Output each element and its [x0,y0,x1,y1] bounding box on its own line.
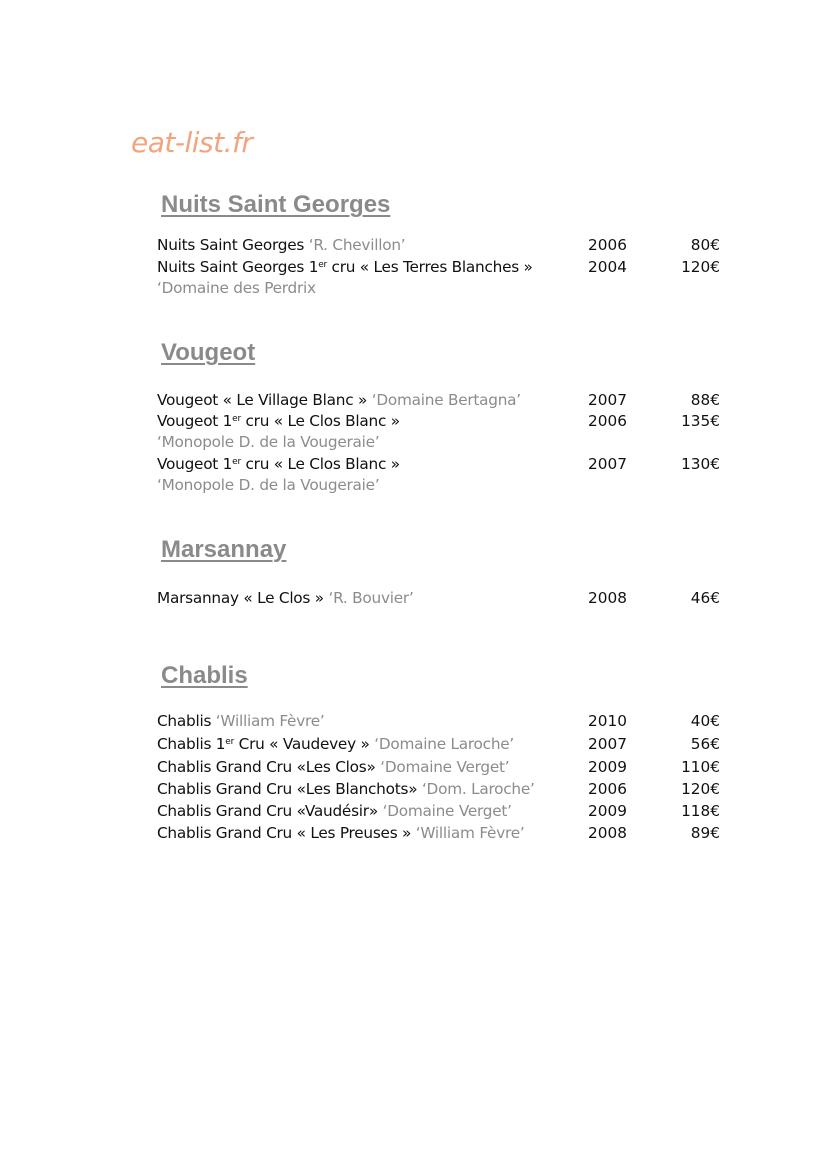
section-heading: Marsannay [161,536,287,563]
wine-entry-continuation [0,277,824,299]
wine-entry [0,389,824,411]
vintage-year: 2006 [588,412,627,430]
wine-name-text: Chablis Grand Cru «Les Blanchots» [157,780,422,798]
producer-name: ‘Domaine Bertagna’ [371,391,521,409]
vintage-year: 2009 [588,758,627,776]
section-heading: Vougeot [161,339,256,366]
wine-entry [0,800,824,822]
wine-name [157,587,414,609]
wine-name-text: Chablis Grand Cru « Les Preuses » [157,824,416,842]
producer-name: ‘Dom. Laroche’ [421,780,535,798]
producer-name: ‘Domaine Laroche’ [374,735,515,753]
wine-entry [0,822,824,844]
vintage-year: 2009 [588,802,627,820]
wine-name-text: Chablis [157,712,216,730]
producer-name: ‘Domaine Verget’ [380,758,510,776]
section-heading: Chablis [161,662,248,689]
price: 110€ [681,758,720,776]
wine-name [157,710,325,732]
producer-name: ‘Monopole D. de la Vougeraie’ [157,476,380,494]
wine-entry [0,587,824,609]
cru-superscript: er [318,260,327,270]
cru-superscript: er [232,457,241,467]
producer-name: ‘Domaine Verget’ [382,802,512,820]
price: 89€ [690,824,720,842]
wine-name [157,234,405,256]
wine-name-suffix: Cru « Vaudevey » [234,735,375,753]
wine-name [157,389,521,411]
wine-entry-continuation [0,431,824,453]
vintage-year: 2007 [588,735,627,753]
wine-name-text: Vougeot 1 [157,412,233,430]
wine-name [157,733,514,755]
wine-name-text: Nuits Saint Georges [157,236,309,254]
wine-name-suffix: cru « Le Clos Blanc » [240,412,400,430]
vintage-year: 2007 [588,391,627,409]
vintage-year: 2008 [588,824,627,842]
wine-name-text: Chablis Grand Cru «Les Clos» [157,758,381,776]
producer-name: ‘R. Chevillon’ [308,236,406,254]
wine-entry [0,256,824,278]
vintage-year: 2006 [588,236,627,254]
wine-name-text: Nuits Saint Georges 1 [157,258,319,276]
wine-name [157,822,524,844]
price: 56€ [690,735,720,753]
price: 118€ [681,802,720,820]
wine-name [157,800,512,822]
wine-entry [0,234,824,256]
wine-name [157,410,400,432]
price: 80€ [690,236,720,254]
vintage-year: 2004 [588,258,627,276]
wine-name-text: Marsannay « Le Clos » [157,589,329,607]
wine-name-text: Vougeot « Le Village Blanc » [157,391,372,409]
producer-name: ‘Domaine des Perdrix [157,279,316,297]
cru-superscript: er [232,414,241,424]
wine-name-suffix: cru « Les Terres Blanches » [326,258,533,276]
price: 120€ [681,258,720,276]
producer-name: ‘Monopole D. de la Vougeraie’ [157,433,380,451]
wine-name [157,453,400,475]
wine-name [157,756,509,778]
vintage-year: 2010 [588,712,627,730]
wine-name-suffix: cru « Le Clos Blanc » [240,455,400,473]
price: 120€ [681,780,720,798]
vintage-year: 2008 [588,589,627,607]
price: 130€ [681,455,720,473]
wine-name-text: Chablis Grand Cru «Vaudésir» [157,802,383,820]
wine-entry [0,756,824,778]
vintage-year: 2006 [588,780,627,798]
section-heading: Nuits Saint Georges [161,191,391,218]
producer-name: ‘R. Bouvier’ [328,589,414,607]
wine-entry [0,778,824,800]
wine-entry [0,733,824,755]
producer-name: ‘William Fèvre’ [215,712,325,730]
price: 88€ [690,391,720,409]
producer-name: ‘William Fèvre’ [415,824,525,842]
price: 135€ [681,412,720,430]
wine-entry-continuation [0,474,824,496]
vintage-year: 2007 [588,455,627,473]
wine-name-text: Chablis 1 [157,735,226,753]
price: 46€ [690,589,720,607]
wine-entry [0,410,824,432]
site-watermark: eat-list.fr [131,126,253,159]
wine-entry [0,453,824,475]
wine-entry [0,710,824,732]
wine-name [157,778,535,800]
cru-superscript: er [225,737,235,747]
wine-name-text: Vougeot 1 [157,455,233,473]
price: 40€ [690,712,720,730]
wine-name [157,256,533,278]
